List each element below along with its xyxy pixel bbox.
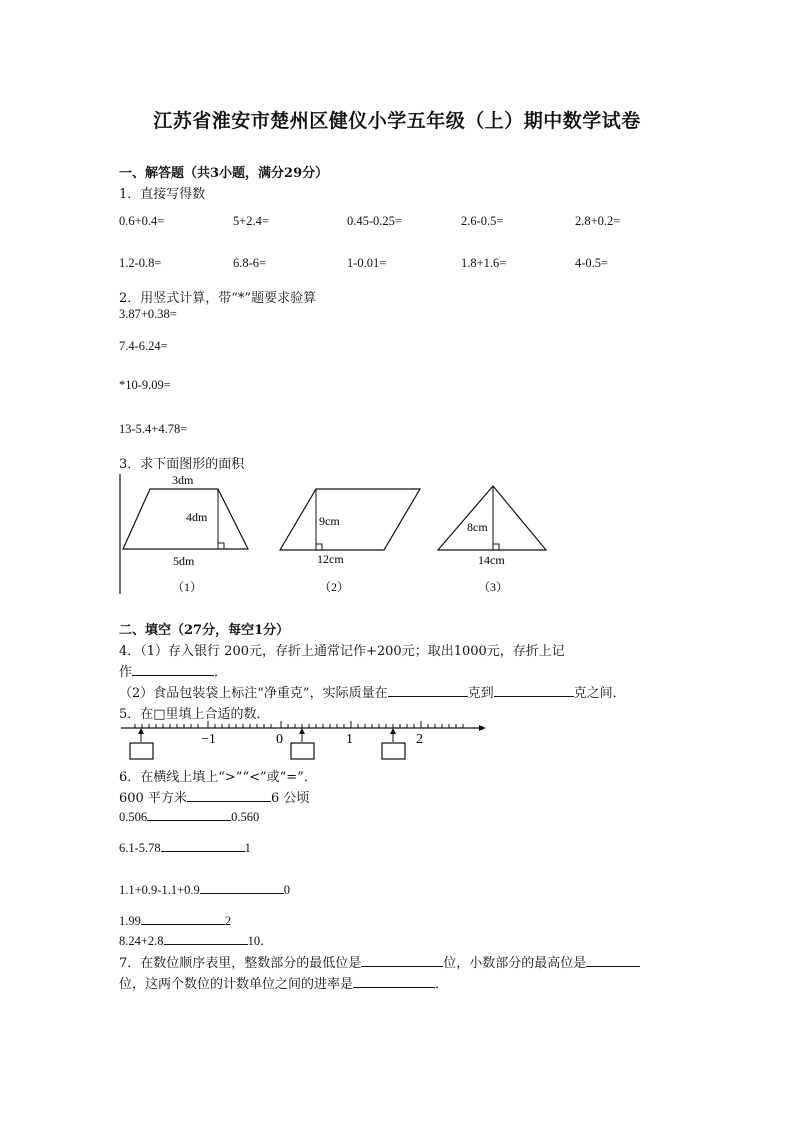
q7-text-d: ． [435,977,449,992]
q4-line3 [119,682,626,701]
q2-label: 2．用竖式计算，带“*”题要求验算 [119,291,317,306]
q6-item-left: 1.1+0.9-1.1+0.9 [119,883,200,897]
fig2-caption: （2） [319,580,350,594]
answer-box-2[interactable] [291,728,314,759]
q2-item: 7.4-6.24= [119,339,168,353]
q4-line2 [119,661,227,680]
q1-item: 1-0.01= [347,256,387,270]
answer-box-3[interactable] [382,728,405,759]
compare-blank[interactable] [200,880,284,894]
q1-item: 1.2-0.8= [119,256,162,270]
q6-item [119,838,251,856]
q6-item [119,787,309,806]
q7-text-b: 位，小数部分的最高位是 [443,956,587,971]
q4-min-blank[interactable] [388,683,468,697]
q7-blank-3[interactable] [353,974,435,988]
fig1-bottom-label: 5dm [173,554,195,568]
q1-item: 4-0.5= [575,256,609,270]
q6-item [119,931,273,949]
figure-parallelogram [280,489,420,594]
q4-line2-suffix: ． [214,665,228,680]
q2-item: 3.87+0.38= [119,307,177,321]
q2-item: *10-9.09= [119,378,171,392]
q1-item: 1.8+1.6= [461,256,507,270]
q1-item: 6.8-6= [233,256,267,270]
section-1-heading: 一、解答题（共3小题，满分29分） [119,166,329,181]
fig2-base-label: 12cm [317,552,344,566]
compare-blank[interactable] [187,788,271,802]
q4-line3-a: （2）食品包装袋上标注“净重克”，实际质量在 [119,686,388,701]
q6-item-left: 6.1-5.78 [119,841,161,855]
tick-label: 0 [276,732,283,747]
fig3-caption: （3） [478,580,509,594]
tick-label: 1 [346,732,353,747]
q1-item: 2.8+0.2= [575,214,621,228]
q1-item: 0.45-0.25= [347,214,402,228]
q5-label: 5．在□里填上合适的数． [119,707,270,722]
q4-line1: 4．（1）存入银行 200元，存折上通常记作+200元；取出1000元，存折上记 [119,644,565,659]
q6-item [119,911,231,929]
tick-label: −1 [201,732,216,747]
q6-item-left: 8.24+2.8 [119,934,164,948]
number-line [0,715,794,765]
q6-label: 6．在横线上填上“>”“<”或“=”． [119,770,317,785]
q6-item-right: 6 公顷 [270,791,310,806]
fig2-height-label: 9cm [319,514,340,528]
q1-label: 1．直接写得数 [119,187,206,202]
q7-blank-2[interactable] [586,953,640,967]
q4-max-blank[interactable] [494,683,574,697]
q7-line1 [119,952,640,971]
tick-label: 2 [416,732,423,747]
compare-blank[interactable] [164,931,248,945]
q6-item-right: 1 [244,841,251,855]
q6-item-left: 1.99 [119,914,141,928]
q1-item: 5+2.4= [233,214,269,228]
q4-line3-c: 克之间． [573,686,626,701]
fig3-base-label: 14cm [478,553,505,567]
fig1-height-label: 4dm [186,510,208,524]
q6-item-left: 600 平方米 [119,791,187,806]
q6-item-right: 10． [247,934,273,948]
q6-item [119,807,259,825]
figure-trapezoid [123,473,248,594]
answer-box-1[interactable] [130,728,153,759]
q2-item: 13-5.4+4.78= [119,422,188,436]
q7-line2 [119,973,448,992]
q1-item: 2.6-0.5= [461,214,504,228]
q6-item-right: 0 [283,883,291,897]
figure-triangle [438,486,546,594]
fig3-height-label: 8cm [467,520,488,534]
compare-blank[interactable] [141,911,225,925]
page-title: 江苏省淮安市楚州区健仪小学五年级（上）期中数学试卷 [153,110,641,132]
q6-item-left: 0.506 [119,810,148,824]
q6-item [119,880,290,898]
q1-item: 0.6+0.4= [119,214,165,228]
q6-item-right: 0.560 [231,810,260,824]
q4-line3-b: 克到 [467,686,494,701]
q4-line2-prefix: 作 [119,665,133,680]
q4-answer-blank[interactable] [132,662,214,676]
q7-text-a: 7．在数位顺序表里，整数部分的最低位是 [119,956,362,971]
fig1-top-label: 3dm [172,473,194,487]
q7-blank-1[interactable] [361,953,443,967]
q6-item-right: 2 [224,914,232,928]
fig1-caption: （1） [172,580,203,594]
compare-blank[interactable] [161,838,245,852]
compare-blank[interactable] [147,807,231,821]
q7-text-c: 位，这两个数位的计数单位之间的进率是 [119,977,354,992]
number-line-ticks [135,721,463,728]
section-2-heading: 二、填空（27分，每空1分） [119,623,290,638]
q3-label: 3．求下面图形的面积 [119,457,245,472]
